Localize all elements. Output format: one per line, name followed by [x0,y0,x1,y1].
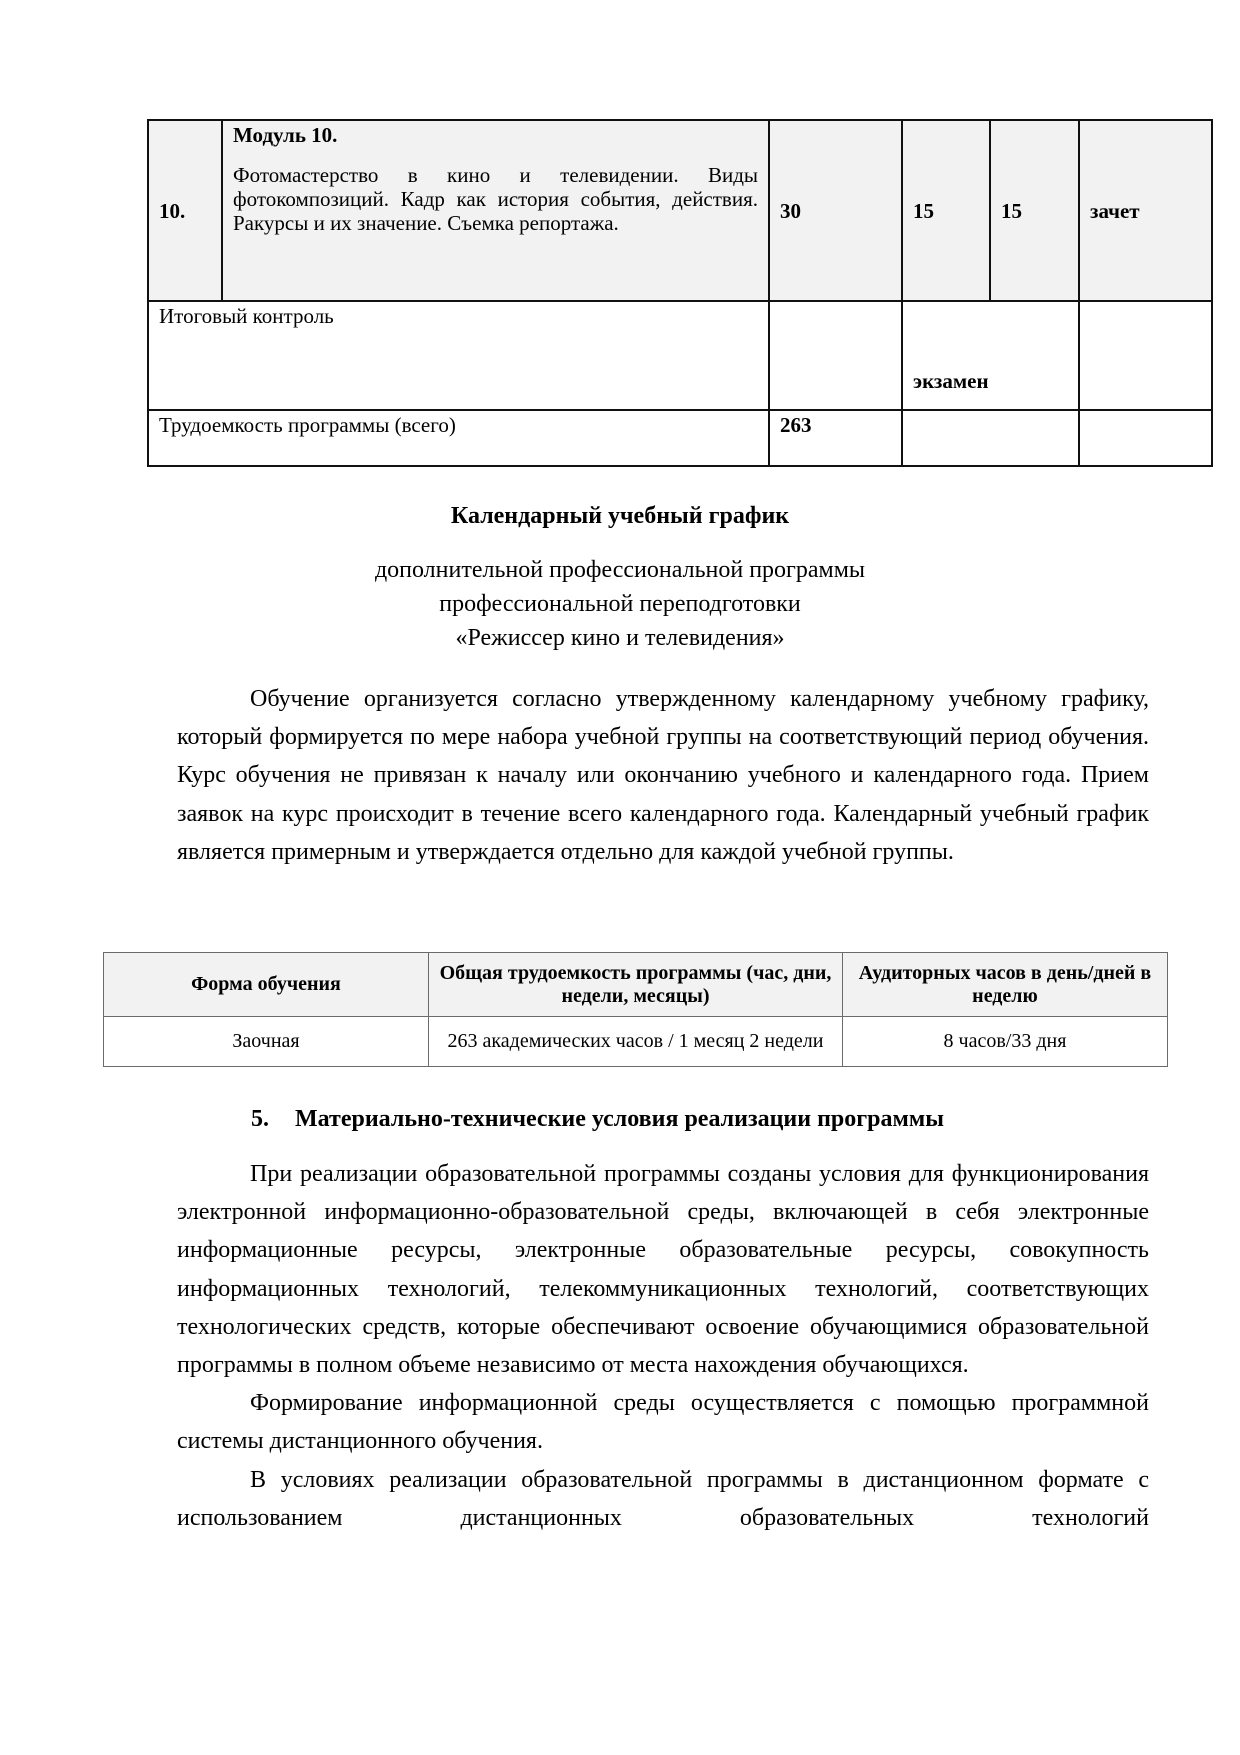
total-empty-2 [1079,410,1212,466]
module-practice: 15 [990,120,1079,301]
schedule-subtitle [0,553,1240,655]
module-row [148,120,1212,301]
final-control-label: Итоговый контроль [148,301,769,410]
module-cell [222,120,769,301]
header-hours: Аудиторных часов в день/дней в неделю [843,953,1168,1017]
module-description: Фотомастерство в кино и телевидении. Виды фотокомпозиций. Кадр как история события, действия. Ракурсы и их значение. Съемка репортажа. [233,163,758,235]
total-row [148,410,1212,466]
paragraph-text: В условиях реализации образовательной программы в дистанционном формате с использованием дистанционных образовательных технологий [177,1466,1149,1531]
final-control-form: экзамен [902,301,1079,410]
module-control-form: зачет [1079,120,1212,301]
paragraph-text: Формирование информационной среды осуществляется с помощью программной системы дистанционного обучения. [177,1390,1149,1455]
module-lectures: 15 [902,120,990,301]
table-row [104,1017,1168,1067]
total-hours: 263 [769,410,902,466]
section-heading [251,1106,944,1133]
total-empty-1 [902,410,1079,466]
header-total: Общая трудоемкость программы (час, дни, недели, месяцы) [429,953,843,1017]
section-number: 5. [251,1106,269,1132]
section-body [177,1155,1149,1537]
paragraph-text: При реализации образовательной программы созданы условия для функционирования электронной информационно-образовательной среды, включающей в себя электронные информационные ресурсы, электронные образовательные ресурсы, совокупность информационных технологий, телекоммуникационных технологий, соответствующих технологических средств, которые обеспечивают освоение обучающимися образовательной программы в полном объеме независимо от места нахождения обучающихся. [177,1161,1149,1379]
final-control-extra [1079,301,1212,410]
subtitle-line: дополнительной профессиональной программы [374,557,866,583]
subtitle-line: профессиональной переподготовки [439,591,801,617]
module-total-hours: 30 [769,120,902,301]
subtitle-line: «Режиссер кино и телевидения» [455,625,785,651]
section-title: Материально-технические условия реализации программы [295,1106,944,1132]
final-control-hours [769,301,902,410]
schedule-title: Календарный учебный график [450,503,790,529]
curriculum-table [147,119,1213,467]
schedule-table-header [104,953,1168,1017]
total-label: Трудоемкость программы (всего) [148,410,769,466]
module-number: 10. [148,120,222,301]
schedule-paragraph [177,680,1149,871]
final-control-row [148,301,1212,410]
header-form: Форма обучения [104,953,429,1017]
cell-hours: 8 часов/33 дня [843,1017,1168,1067]
cell-total: 263 академических часов / 1 месяц 2 недели [429,1017,843,1067]
paragraph-text: Обучение организуется согласно утвержденному календарному учебному графику, который формируется по мере набора учебной группы на соответствующий период обучения. Курс обучения не привязан к началу или окончанию учебного и календарного года. Прием заявок на курс происходит в течение всего календарного года. Календарный учебный график является примерным и утверждается отдельно для каждой учебной группы. [177,686,1149,865]
module-title: Модуль 10. [233,123,338,147]
schedule-table [103,952,1168,1067]
cell-form: Заочная [104,1017,429,1067]
